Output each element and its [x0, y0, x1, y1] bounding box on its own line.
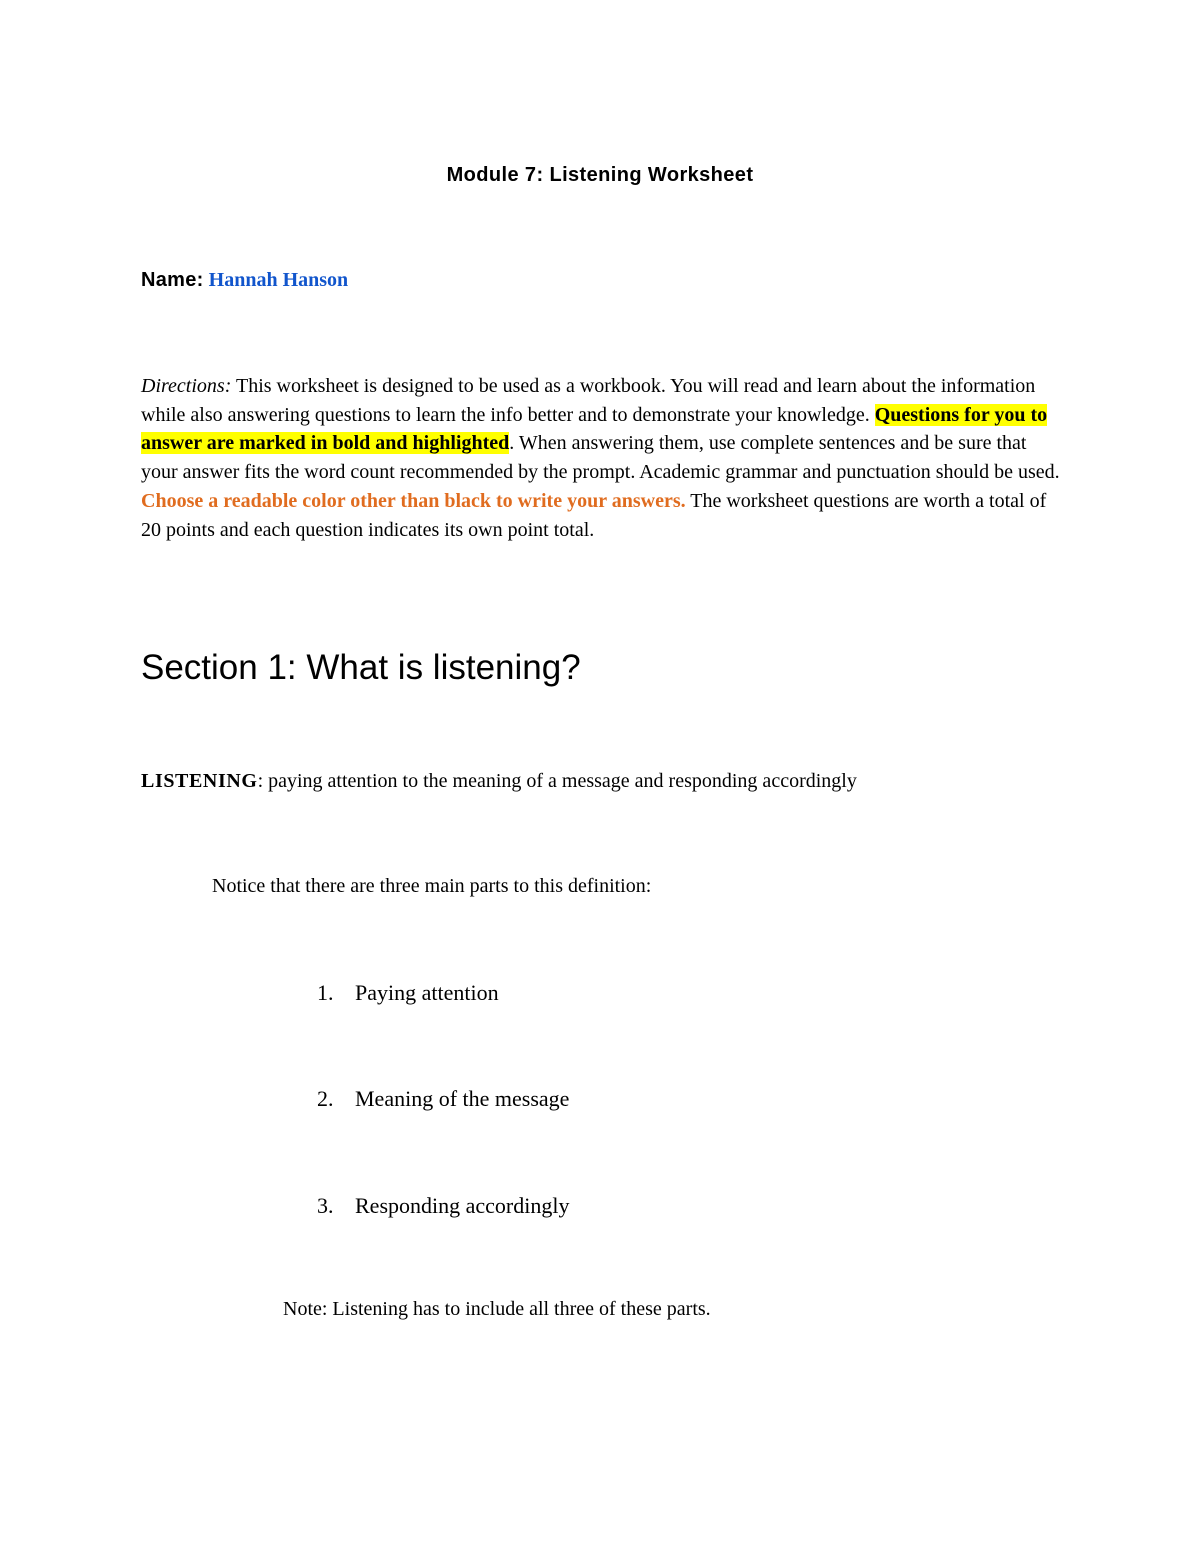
definition-text: : paying attention to the meaning of a message and responding accordingly — [257, 770, 857, 792]
listening-definition — [141, 770, 857, 793]
directions-text-1: This worksheet is designed to be used as a workbook. You will read and learn about the information while also answering questions to learn the info better and to demonstrate your knowledge. — [141, 375, 1036, 426]
student-name: Hannah Hanson — [208, 269, 349, 291]
list-item — [317, 980, 499, 1006]
list-item-number: 2. — [317, 1086, 334, 1111]
note-text: Note: Listening has to include all three of these parts. — [283, 1298, 711, 1320]
name-label: Name: — [141, 269, 204, 291]
list-item-label: Paying attention — [355, 980, 499, 1005]
directions-text-3: The worksheet questions are worth a total of 20 points and each question indicates its own point total. — [141, 489, 1047, 541]
color-instruction: Choose a readable color other than black to write your answers. — [141, 489, 686, 512]
section-heading: Section 1: What is listening? — [141, 648, 581, 687]
directions-label: Directions: — [141, 375, 232, 397]
highlighted-instruction: Questions for you to answer are marked in bold and highlighted — [141, 403, 1048, 455]
name-line — [141, 269, 348, 292]
list-item-number: 3. — [317, 1193, 334, 1218]
definition-term: LISTENING — [141, 770, 258, 792]
list-item — [317, 1193, 569, 1219]
page-title: Module 7: Listening Worksheet — [446, 164, 754, 186]
directions-text-2: . When answering them, use complete sentences and be sure that your answer fits the word count recommended by the prompt. Academic grammar and punctuation should be used. — [141, 432, 1060, 484]
list-item-label: Responding accordingly — [355, 1193, 570, 1218]
notice-text: Notice that there are three main parts to this definition: — [212, 875, 652, 897]
directions-paragraph — [141, 372, 1066, 544]
list-item-label: Meaning of the message — [355, 1086, 570, 1111]
list-item — [317, 1086, 569, 1112]
list-item-number: 1. — [317, 980, 334, 1005]
